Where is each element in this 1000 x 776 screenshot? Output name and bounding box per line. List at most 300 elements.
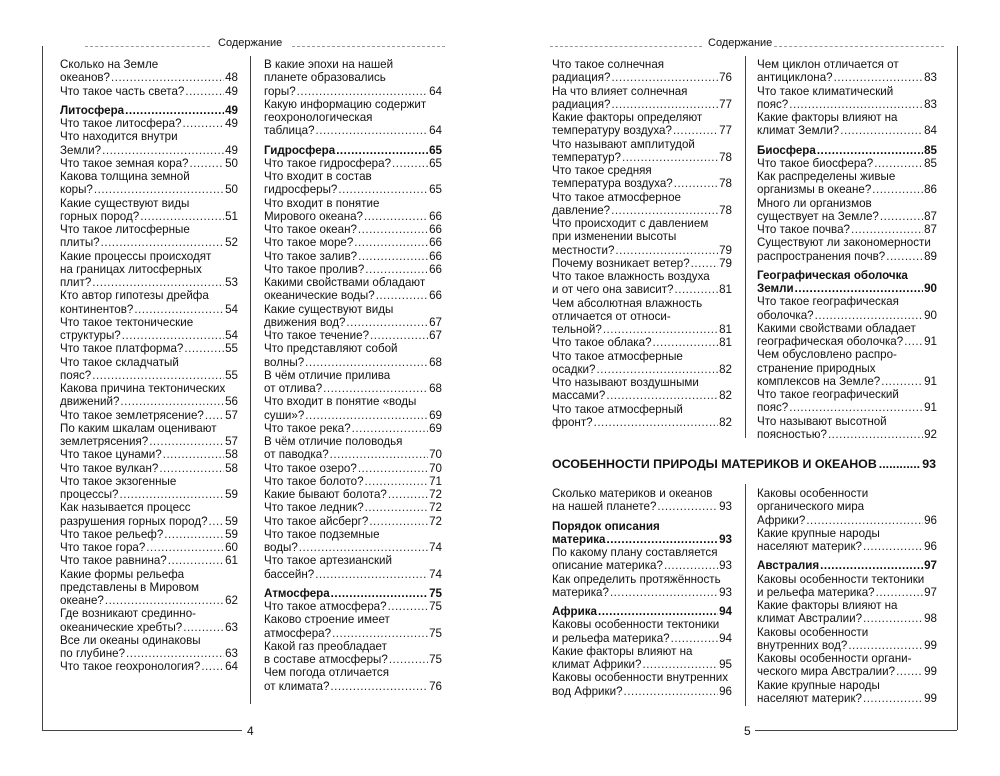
toc-entry-page: 79 <box>719 243 732 257</box>
toc-entry-page: 81 <box>719 336 732 350</box>
toc-entry <box>757 415 937 428</box>
toc-entry-text: геохронологическая <box>264 111 373 124</box>
toc-section-entry <box>264 587 442 600</box>
toc-entry-text: комплексов на Земле? <box>757 374 881 388</box>
toc-entry-page: 94 <box>719 605 732 618</box>
toc-entry <box>264 157 442 170</box>
toc-entry-page: 65 <box>429 156 442 170</box>
leader-dots <box>92 276 224 289</box>
toc-section-entry <box>60 104 238 117</box>
toc-entry <box>552 111 732 124</box>
toc-entry-text: Чем циклон отличается от <box>757 58 899 71</box>
toc-entry-text: Как определить протяжённость <box>552 572 721 586</box>
toc-entry <box>264 98 442 111</box>
toc-entry-text: Что такое тектонические <box>60 315 194 329</box>
toc-entry <box>264 422 442 435</box>
toc-entry <box>757 401 937 414</box>
toc-entry <box>757 295 937 308</box>
toc-entry-page: 90 <box>924 308 937 322</box>
toc-entry <box>552 323 732 336</box>
toc-entry-page: 84 <box>924 124 937 138</box>
toc-entry-page: 69 <box>429 421 442 435</box>
toc-column <box>264 58 442 693</box>
leader-dots <box>183 117 225 130</box>
leader-dots <box>886 250 923 263</box>
leader-dots <box>881 375 923 388</box>
leader-dots <box>183 621 224 634</box>
toc-entry-page: 74 <box>429 541 442 554</box>
toc-entry <box>757 58 937 71</box>
toc-entry-text: при изменении высоты <box>552 230 677 244</box>
toc-entry <box>552 310 732 323</box>
leader-dots <box>671 632 718 645</box>
toc-entry-text: Какие процессы происходят <box>60 249 212 263</box>
toc-entry-text: Что такое литосферные <box>60 223 190 236</box>
toc-entry-page: 66 <box>429 262 442 276</box>
toc-entry-text: Какие крупные народы <box>757 526 880 540</box>
toc-entry-text: Что такое складчатый <box>60 355 179 369</box>
toc-entry-text: по глубине? <box>60 647 126 660</box>
toc-entry-text: радиация? <box>552 71 611 85</box>
toc-entry-text: пояс? <box>60 368 92 382</box>
toc-entry <box>757 236 937 249</box>
leader-dots <box>392 157 428 170</box>
toc-entry-page: 75 <box>429 626 442 640</box>
toc-entry-page: 93 <box>719 585 732 599</box>
toc-entry-page: 81 <box>719 323 732 336</box>
leader-dots <box>331 587 428 600</box>
toc-section-entry <box>757 144 937 157</box>
right-border <box>957 46 958 730</box>
leader-dots <box>789 401 923 414</box>
toc-entry-text: плит? <box>60 276 92 289</box>
toc-entry-text: материка <box>552 532 606 546</box>
toc-entry-page: 50 <box>225 156 238 170</box>
toc-entry-text: Что такое гора? <box>60 541 146 554</box>
toc-entry <box>757 639 937 652</box>
toc-entry-page: 91 <box>924 374 937 388</box>
toc-entry-page: 71 <box>429 474 442 488</box>
left-page <box>0 0 490 776</box>
toc-entry-page: 68 <box>429 355 442 369</box>
toc-entry-text: По каким шкалам оценивают <box>60 421 217 435</box>
toc-entry-page: 77 <box>719 124 732 138</box>
leader-dots <box>806 514 923 527</box>
toc-entry <box>757 309 937 322</box>
toc-entry-page: 86 <box>924 183 937 197</box>
toc-entry <box>264 316 442 329</box>
toc-entry <box>60 210 238 223</box>
toc-entry-text: Какую информацию содержит <box>264 97 427 111</box>
toc-entry-text: оболочка? <box>757 308 814 322</box>
leader-dots <box>876 586 923 599</box>
toc-entry-page: 64 <box>225 660 238 674</box>
toc-entry <box>757 612 937 625</box>
leader-dots <box>126 647 224 660</box>
toc-entry <box>60 183 238 196</box>
toc-entry-page: 67 <box>429 315 442 329</box>
toc-entry <box>552 376 732 389</box>
toc-entry <box>552 350 732 363</box>
toc-entry <box>60 647 238 660</box>
toc-entry-page: 66 <box>429 236 442 250</box>
toc-entry-text: Каково строение имеет <box>264 613 390 627</box>
left-border <box>42 46 43 730</box>
toc-entry-text: и рельефа материка? <box>552 631 670 645</box>
toc-entry-text: отличается от относи- <box>552 309 671 323</box>
right-page <box>510 0 1000 776</box>
leader-dots <box>388 488 428 501</box>
toc-entry-text: ческого мира Австралии? <box>757 665 896 679</box>
toc-entry-text: Австралия <box>757 559 820 573</box>
toc-entry-text: Чем обусловлено распро- <box>757 348 897 362</box>
toc-entry <box>60 157 238 170</box>
leader-dots <box>369 515 428 528</box>
toc-entry-text: океанические хребты? <box>60 620 183 634</box>
toc-entry-text: описание материка? <box>552 559 663 573</box>
toc-entry-page: 87 <box>924 223 937 236</box>
toc-entry <box>264 369 442 382</box>
toc-entry <box>552 500 732 513</box>
toc-entry-page: 58 <box>225 461 238 475</box>
toc-entry <box>60 488 238 501</box>
toc-entry-page: 96 <box>924 540 937 553</box>
toc-entry-text: массами? <box>552 389 606 403</box>
leader-dots <box>673 124 718 137</box>
toc-entry-text: Какова причина тектонических <box>60 382 226 395</box>
toc-entry <box>552 573 732 586</box>
leader-dots <box>365 263 428 276</box>
toc-entry-text: Что такое цунами? <box>60 448 162 462</box>
toc-entry <box>264 488 442 501</box>
toc-entry <box>552 645 732 658</box>
toc-entry-page: 93 <box>719 532 732 546</box>
toc-entry <box>264 462 442 475</box>
toc-entry-text: пояс? <box>757 401 789 415</box>
toc-entry <box>552 403 732 416</box>
toc-entry-text: горы? <box>264 84 296 98</box>
leader-dots <box>299 541 428 554</box>
leader-dots <box>674 177 718 190</box>
toc-entry-page: 67 <box>429 329 442 342</box>
leader-dots <box>611 204 718 217</box>
toc-entry-text: на границах литосферных <box>60 262 202 276</box>
toc-entry <box>757 210 937 223</box>
toc-entry <box>757 500 937 513</box>
leader-dots <box>817 144 923 157</box>
toc-entry <box>264 276 442 289</box>
toc-entry <box>552 230 732 243</box>
toc-entry-text: атмосфера? <box>264 626 332 640</box>
toc-entry-text: вод Африки? <box>552 684 623 698</box>
toc-entry-text: Что такое рельеф? <box>60 527 164 541</box>
toc-entry <box>264 236 442 249</box>
toc-entry <box>60 382 238 395</box>
toc-entry-text: Атмосфера <box>264 586 330 600</box>
toc-entry-text: Что такое почва? <box>757 223 850 236</box>
toc-entry-text: осадки? <box>552 362 596 376</box>
leader-dots <box>642 658 718 671</box>
toc-entry-page: 78 <box>719 203 732 217</box>
toc-entry-page: 91 <box>924 335 937 348</box>
toc-entry <box>552 71 732 84</box>
toc-entry-text: фронт? <box>552 415 593 429</box>
leader-dots <box>159 462 224 475</box>
toc-entry-text: Что такое биосфера? <box>757 156 874 170</box>
toc-entry <box>757 124 937 137</box>
leader-dots <box>163 448 224 461</box>
toc-entry-text: Какие факторы влияют на <box>757 599 898 612</box>
toc-entry-page: 65 <box>429 183 442 197</box>
toc-entry-page: 61 <box>225 554 238 568</box>
toc-entry-text: Что такое залив? <box>264 249 358 263</box>
toc-entry-page: 65 <box>429 143 442 157</box>
toc-entry-page: 83 <box>924 71 937 85</box>
toc-entry <box>264 568 442 581</box>
toc-entry-text: распространения почв? <box>757 249 886 263</box>
leader-dots <box>624 685 719 698</box>
leader-dots <box>880 210 923 223</box>
toc-entry-text: Земли? <box>60 143 102 157</box>
toc-entry-text: В какие эпохи на нашей <box>264 58 394 71</box>
toc-entry <box>552 98 732 111</box>
toc-entry-text: Все ли океаны одинаковы <box>60 633 201 647</box>
toc-entry-page: 72 <box>429 488 442 501</box>
toc-entry <box>60 594 238 607</box>
toc-entry-text: Каковы особенности <box>757 487 869 500</box>
toc-entry-text: планете образовались <box>264 71 386 85</box>
leader-dots <box>315 568 428 581</box>
toc-entry-text: климат Австралии? <box>757 612 863 626</box>
leader-dots <box>305 409 428 422</box>
toc-entry-text: Как называется процесс <box>60 501 191 515</box>
toc-entry <box>60 581 238 594</box>
toc-entry-text: Что такое равнина? <box>60 554 167 568</box>
toc-entry-text: Гидросфера <box>264 143 336 157</box>
toc-entry-page: 60 <box>225 541 238 554</box>
toc-entry <box>264 289 442 302</box>
toc-entry <box>264 71 442 84</box>
toc-entry <box>757 98 937 111</box>
toc-entry-text: гидросферы? <box>264 183 338 197</box>
leader-dots <box>332 627 428 640</box>
toc-entry-text: и от чего она зависит? <box>552 283 674 297</box>
toc-section-entry <box>757 282 937 295</box>
toc-entry-page: 55 <box>225 368 238 382</box>
toc-entry <box>757 157 937 170</box>
toc-entry-text: воды? <box>264 541 298 554</box>
leader-dots <box>164 528 224 541</box>
leader-dots <box>205 409 224 422</box>
toc-entry <box>60 329 238 342</box>
toc-entry <box>552 138 732 151</box>
leader-dots <box>168 554 224 567</box>
page-number: 4 <box>247 724 254 738</box>
leader-dots <box>863 540 923 553</box>
leader-dots <box>94 183 224 196</box>
toc-entry-text: Мирового океана? <box>264 209 363 223</box>
toc-entry-page: 52 <box>225 236 238 250</box>
leader-dots <box>615 244 718 257</box>
toc-entry <box>60 342 238 355</box>
toc-entry-page: 87 <box>924 209 937 223</box>
section-heading-page: 93 <box>922 457 936 471</box>
toc-entry-page: 48 <box>225 71 238 85</box>
toc-entry <box>60 634 238 647</box>
toc-entry-page: 99 <box>924 665 937 679</box>
toc-entry-page: 69 <box>429 408 442 422</box>
toc-section-entry <box>552 520 732 533</box>
toc-entry <box>60 223 238 236</box>
toc-entry-text: от климата? <box>264 679 330 693</box>
leader-dots <box>795 282 923 295</box>
toc-entry-text: Сколько на Земле <box>60 58 159 71</box>
toc-entry-text: суши»? <box>264 408 305 422</box>
toc-entry <box>552 546 732 559</box>
toc-entry-text: Что называют высотной <box>757 414 887 428</box>
leader-dots <box>330 680 428 693</box>
toc-entry <box>552 124 732 137</box>
toc-entry-text: По какому плану составляется <box>552 546 718 559</box>
toc-entry <box>264 197 442 210</box>
leader-dots <box>189 157 224 170</box>
toc-entry-text: Что такое течение? <box>264 329 370 342</box>
running-header: Содержание <box>218 37 283 49</box>
toc-column <box>552 487 732 698</box>
toc-entry-text: Что входит в понятие <box>264 196 380 210</box>
toc-entry-text: в составе атмосферы? <box>264 653 388 666</box>
toc-entry-text: Что такое море? <box>264 236 354 250</box>
toc-section-entry <box>264 144 442 157</box>
toc-entry-page: 56 <box>225 395 238 409</box>
toc-entry-text: землетрясения? <box>60 435 149 448</box>
toc-entry <box>264 653 442 666</box>
toc-entry <box>757 527 937 540</box>
leader-dots <box>820 559 923 572</box>
toc-entry-text: Порядок описания <box>552 519 660 533</box>
toc-entry-page: 81 <box>719 283 732 297</box>
toc-entry <box>60 369 238 382</box>
section-heading-text: ОСОБЕННОСТИ ПРИРОДЫ МАТЕРИКОВ И ОКЕАНОВ <box>552 457 877 471</box>
toc-entry-text: Каковы особенности внутренних <box>552 671 729 685</box>
toc-entry <box>264 627 442 640</box>
toc-entry-text: океанов? <box>60 71 111 85</box>
toc-entry-text: Какими свойствами обладает <box>757 321 916 335</box>
toc-entry-text: климат Земли? <box>757 124 840 138</box>
toc-entry-page: 59 <box>225 527 238 541</box>
toc-entry-page: 66 <box>429 289 442 303</box>
toc-entry-text: движения вод? <box>264 315 346 329</box>
toc-entry-text: давление? <box>552 203 611 217</box>
toc-entry <box>60 409 238 422</box>
toc-entry-text: Какие крупные народы <box>757 678 880 692</box>
toc-entry <box>552 336 732 349</box>
toc-entry-text: Какие факторы определяют <box>552 111 703 124</box>
toc-entry-page: 70 <box>429 461 442 475</box>
toc-entry-page: 68 <box>429 382 442 395</box>
toc-entry <box>264 263 442 276</box>
toc-entry-text: Что такое ледник? <box>264 501 364 515</box>
toc-entry-text: пояс? <box>757 97 789 111</box>
toc-entry-page: 64 <box>429 124 442 138</box>
leader-dots <box>149 435 224 448</box>
leader-dots <box>904 335 923 348</box>
toc-entry-text: Каковы особенности <box>757 625 869 639</box>
leader-dots <box>789 98 923 111</box>
toc-entry-page: 50 <box>225 183 238 197</box>
toc-entry <box>60 197 238 210</box>
toc-entry-text: Кто автор гипотезы дрейфа <box>60 289 209 303</box>
toc-entry-text: Географическая оболочка <box>757 268 908 282</box>
toc-entry-page: 77 <box>719 97 732 111</box>
toc-entry <box>264 666 442 679</box>
leader-dots <box>365 475 429 488</box>
toc-entry <box>757 111 937 124</box>
leader-dots <box>622 151 718 164</box>
toc-entry <box>60 422 238 435</box>
toc-section-entry <box>552 533 732 546</box>
toc-entry <box>264 613 442 626</box>
column-divider-top <box>745 56 746 438</box>
leader-dots <box>879 457 920 471</box>
toc-entry-text: Что такое влажность воздуха <box>552 270 710 283</box>
leader-dots <box>596 363 718 376</box>
toc-entry-text: таблица? <box>264 124 315 138</box>
toc-entry-page: 95 <box>719 658 732 671</box>
toc-entry-text: Что называют воздушными <box>552 376 699 389</box>
toc-entry-text: океанические воды? <box>264 289 375 303</box>
toc-entry-page: 82 <box>719 415 732 429</box>
toc-entry-page: 89 <box>924 249 937 263</box>
leader-dots <box>603 323 718 336</box>
toc-column <box>552 58 732 429</box>
toc-entry-page: 85 <box>924 143 937 157</box>
toc-entry <box>264 170 442 183</box>
toc-section-entry <box>757 269 937 282</box>
toc-entry-text: процессы? <box>60 488 119 501</box>
toc-entry-text: Что такое геохронология? <box>60 660 201 674</box>
toc-entry-text: На что влияет солнечная <box>552 84 688 98</box>
toc-entry-text: Что такое часть света? <box>60 84 185 98</box>
toc-entry <box>60 144 238 157</box>
toc-entry <box>552 487 732 500</box>
toc-entry-text: организмы в океане? <box>757 183 872 197</box>
toc-entry <box>264 448 442 461</box>
toc-entry-text: плиты? <box>60 236 100 250</box>
toc-entry-text: органического мира <box>757 500 865 514</box>
toc-entry-text: населяют материк? <box>757 691 862 705</box>
leader-dots <box>828 428 923 441</box>
leader-dots <box>354 236 428 249</box>
toc-entry <box>552 416 732 429</box>
toc-entry-page: 63 <box>225 620 238 634</box>
leader-dots <box>653 336 719 349</box>
toc-entry-text: Какие существуют виды <box>60 196 190 210</box>
section-heading <box>552 457 936 471</box>
toc-entry-text: поясностью? <box>757 427 827 441</box>
toc-entry <box>264 111 442 124</box>
toc-entry-page: 75 <box>429 600 442 613</box>
toc-entry-text: Что такое земная кора? <box>60 156 189 170</box>
toc-entry-text: странение природных <box>757 361 876 375</box>
leader-dots <box>105 594 224 607</box>
toc-entry-page: 59 <box>225 488 238 501</box>
toc-entry-text: В чём отличие прилива <box>264 368 391 382</box>
toc-entry-text: географическая оболочка? <box>757 335 904 348</box>
leader-dots <box>111 71 224 84</box>
toc-entry <box>757 71 937 84</box>
toc-entry <box>60 236 238 249</box>
